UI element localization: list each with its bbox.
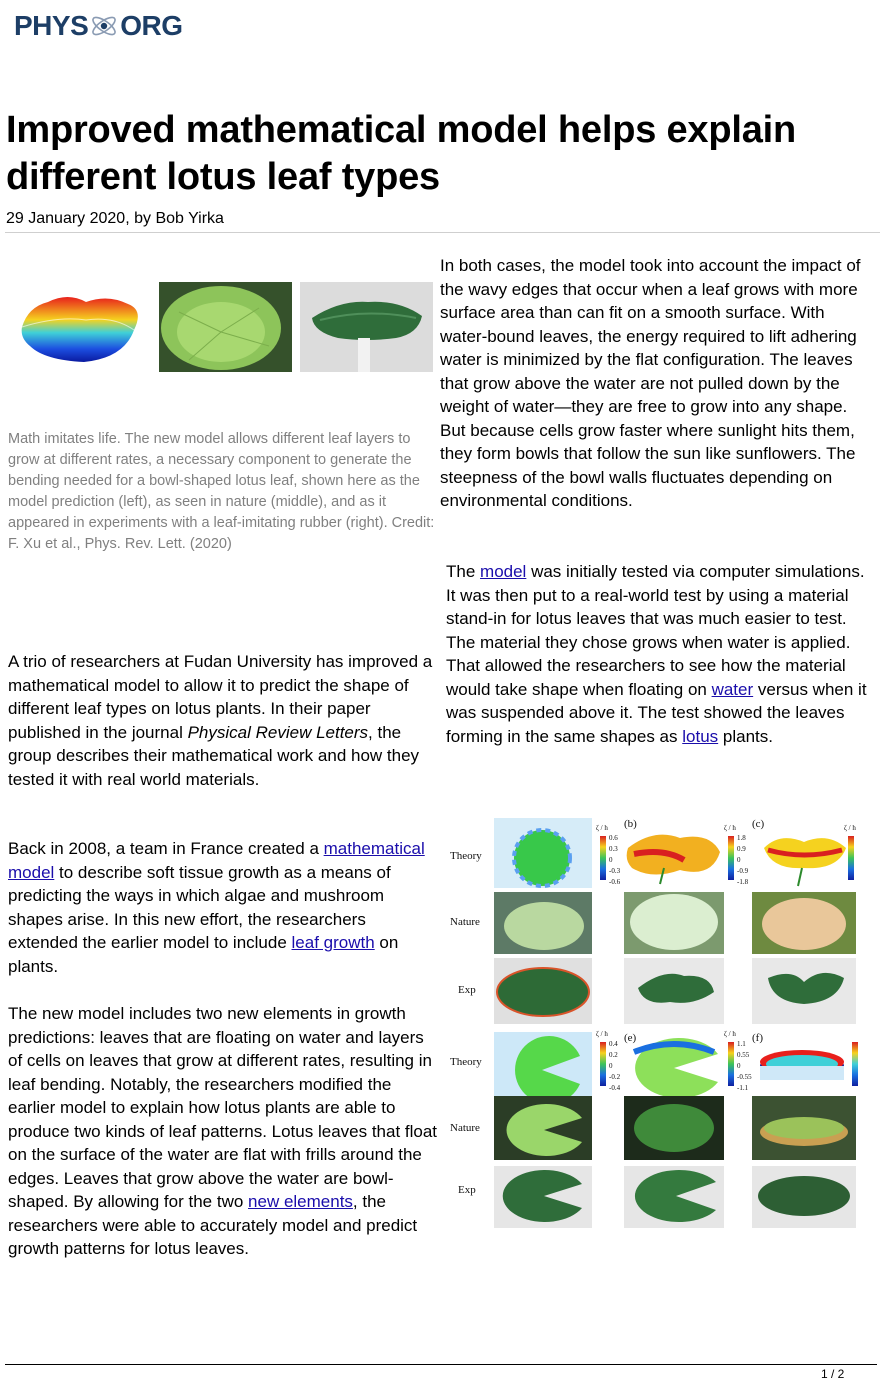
scale-tick: 0 xyxy=(609,856,613,864)
scale-unit-a: ζ / h xyxy=(596,824,608,832)
scale-tick: 1.8 xyxy=(737,834,746,842)
paragraph-5: The model was initially tested via computer simulations. It was then put to a real-world test by using a material stand-in for lotus leaves that was much easier to test. The material they chose grows when water is applied. That allowed the researchers to see how the material would take shape when floating on water versus when it was suspended above it. The test showed the leaves forming in the same shapes as lotus plants. xyxy=(446,562,867,746)
theory-simulation-f xyxy=(756,1032,848,1102)
model-prediction-image xyxy=(18,282,151,372)
lotus-nature-image xyxy=(159,282,292,372)
scale-tick: 0.4 xyxy=(609,1040,618,1048)
scale-tick: -0.55 xyxy=(737,1073,752,1081)
panel-letter-f: (f) xyxy=(752,1032,763,1044)
new-elements-link[interactable]: new elements xyxy=(248,1192,353,1211)
logo-text-phys: PHYS xyxy=(14,10,89,41)
scale-tick: 0.55 xyxy=(737,1051,750,1059)
logo-text-org: ORG xyxy=(120,10,183,41)
scale-tick: 0 xyxy=(737,1062,741,1070)
row-label-nature: Nature xyxy=(450,916,480,928)
page-number: 1 / 2 xyxy=(821,1367,845,1381)
color-scale-e xyxy=(728,1042,734,1086)
header-divider xyxy=(5,232,880,233)
row-label-theory: Theory xyxy=(450,1056,482,1068)
experiment-photo-c xyxy=(752,958,856,1024)
article-byline: 29 January 2020, by Bob Yirka xyxy=(6,210,224,227)
scale-tick: -0.4 xyxy=(609,1084,621,1092)
scale-tick: -0.2 xyxy=(609,1073,621,1081)
color-scale-d xyxy=(600,1042,606,1086)
atom-icon xyxy=(89,9,119,43)
scale-tick: 1.1 xyxy=(737,1040,746,1048)
phys-org-logo[interactable] xyxy=(14,6,183,46)
theory-simulation-e xyxy=(624,1032,724,1102)
image-caption: Math imitates life. The new model allows different leaf layers to grow at different rates, a necessary component to generate the bending needed for a bowl-shaped lotus leaf, shown here as the model prediction (left), as seen in nature (middle), and as it appeared in experiments with a leaf-imitating rubber (right). Credit: F. Xu et al., Phys. Rev. Lett. (2020) xyxy=(8,431,435,552)
footer-divider xyxy=(5,1364,877,1365)
theory-simulation-a xyxy=(494,818,592,888)
scale-tick: 0.9 xyxy=(737,845,746,853)
scale-unit-e: ζ / h xyxy=(724,1030,736,1038)
lotus-link[interactable]: lotus xyxy=(682,726,719,746)
leaf-growth-link[interactable]: leaf growth xyxy=(291,933,375,952)
results-figure xyxy=(446,816,858,1228)
article-title: Improved mathematical model helps explain different lotus leaf types xyxy=(6,109,797,198)
theory-simulation-b xyxy=(624,824,724,888)
journal-name: Physical Review Letters xyxy=(187,722,369,742)
water-link[interactable]: water xyxy=(711,679,754,699)
scale-tick: -0.3 xyxy=(609,867,621,875)
scale-unit-d: ζ / h xyxy=(596,1030,608,1038)
scale-tick: -0.9 xyxy=(737,867,749,875)
color-scale-c xyxy=(848,836,854,880)
panel-letter-c: (c) xyxy=(752,818,765,830)
theory-simulation-d xyxy=(494,1032,592,1102)
scale-tick: 0.6 xyxy=(609,834,618,842)
scale-tick: -1.1 xyxy=(737,1084,749,1092)
panel-letter-e: (e) xyxy=(624,1032,637,1044)
scale-tick: 0 xyxy=(737,856,741,864)
mathematical-model-link[interactable]: mathematical model xyxy=(8,839,425,882)
nature-photo-b xyxy=(624,892,724,954)
panel-letter-b: (b) xyxy=(624,818,637,830)
scale-tick: 0.2 xyxy=(609,1051,618,1059)
row-label-theory: Theory xyxy=(450,850,482,862)
scale-unit-c: ζ / h xyxy=(844,824,856,832)
model-link[interactable]: model xyxy=(480,562,527,581)
paragraph-1: A trio of researchers at Fudan University has improved a mathematical model to allow it to predict the shape of different leaf types on lotus plants. In their paper published in the journal Physical Review Letters, the group describes their mathematical work and how they tested it with real world materials. xyxy=(8,652,433,789)
lotus-experiment-image xyxy=(300,282,433,372)
nature-photo-d xyxy=(494,1096,592,1160)
row-label-nature: Nature xyxy=(450,1122,480,1134)
row-label-exp: Exp xyxy=(458,984,476,996)
scale-tick: 0 xyxy=(609,1062,613,1070)
experiment-photo-d xyxy=(494,1166,592,1228)
scale-tick: -1.8 xyxy=(737,878,749,886)
scale-tick: 0.3 xyxy=(609,845,618,853)
paragraph-3: The new model includes two new elements in growth predictions: leaves that are floating on water and layers of cells on leaves that grow at different rates, resulting in leaf bending. Notably, the researchers modified the earlier model to explain how lotus plants are able to produce two kinds of leaf patterns. Lotus leaves that float on the surface of the water are flat with frills around the edges. Leaves that grow above the water are bowl-shaped. By allowing for the two new elements, the researchers were able to accurately model and predict growth patterns for lotus leaves. xyxy=(8,1004,438,1258)
nature-photo-a xyxy=(494,892,592,954)
nature-photo-f xyxy=(752,1096,856,1160)
experiment-photo-b xyxy=(624,958,724,1024)
paragraph-2: Back in 2008, a team in France created a mathematical model to describe soft tissue growth as a means of predicting the ways in which algae and mushroom shapes arise. In this new effort, the researchers extended the earlier model to include leaf growth on plants. xyxy=(8,839,425,976)
scale-tick: -0.6 xyxy=(609,878,621,886)
experiment-photo-e xyxy=(624,1166,724,1228)
paragraph-4: In both cases, the model took into account the impact of the wavy edges that occur when a leaf grows with more surface area than can fit on a smooth surface. With water-bound leaves, the energy required to lift adhering water is minimized by the flat configuration. The leaves that grow above the water are not pulled down by the weight of water—they are free to grow into any shape. But because cells grow faster where sunlight hits them, they form bowls that follow the sun like sunflowers. The steepness of the bowl walls fluctuates depending on environmental conditions. xyxy=(440,256,861,510)
color-scale-a xyxy=(600,836,606,880)
color-scale-f xyxy=(852,1042,858,1086)
theory-simulation-c xyxy=(758,824,852,888)
row-label-exp: Exp xyxy=(458,1184,476,1196)
nature-photo-c xyxy=(752,892,856,954)
nature-photo-e xyxy=(624,1096,724,1160)
scale-unit-b: ζ / h xyxy=(724,824,736,832)
color-scale-b xyxy=(728,836,734,880)
experiment-photo-f xyxy=(752,1166,856,1228)
experiment-photo-a xyxy=(494,958,592,1024)
lead-image-strip xyxy=(18,282,438,372)
